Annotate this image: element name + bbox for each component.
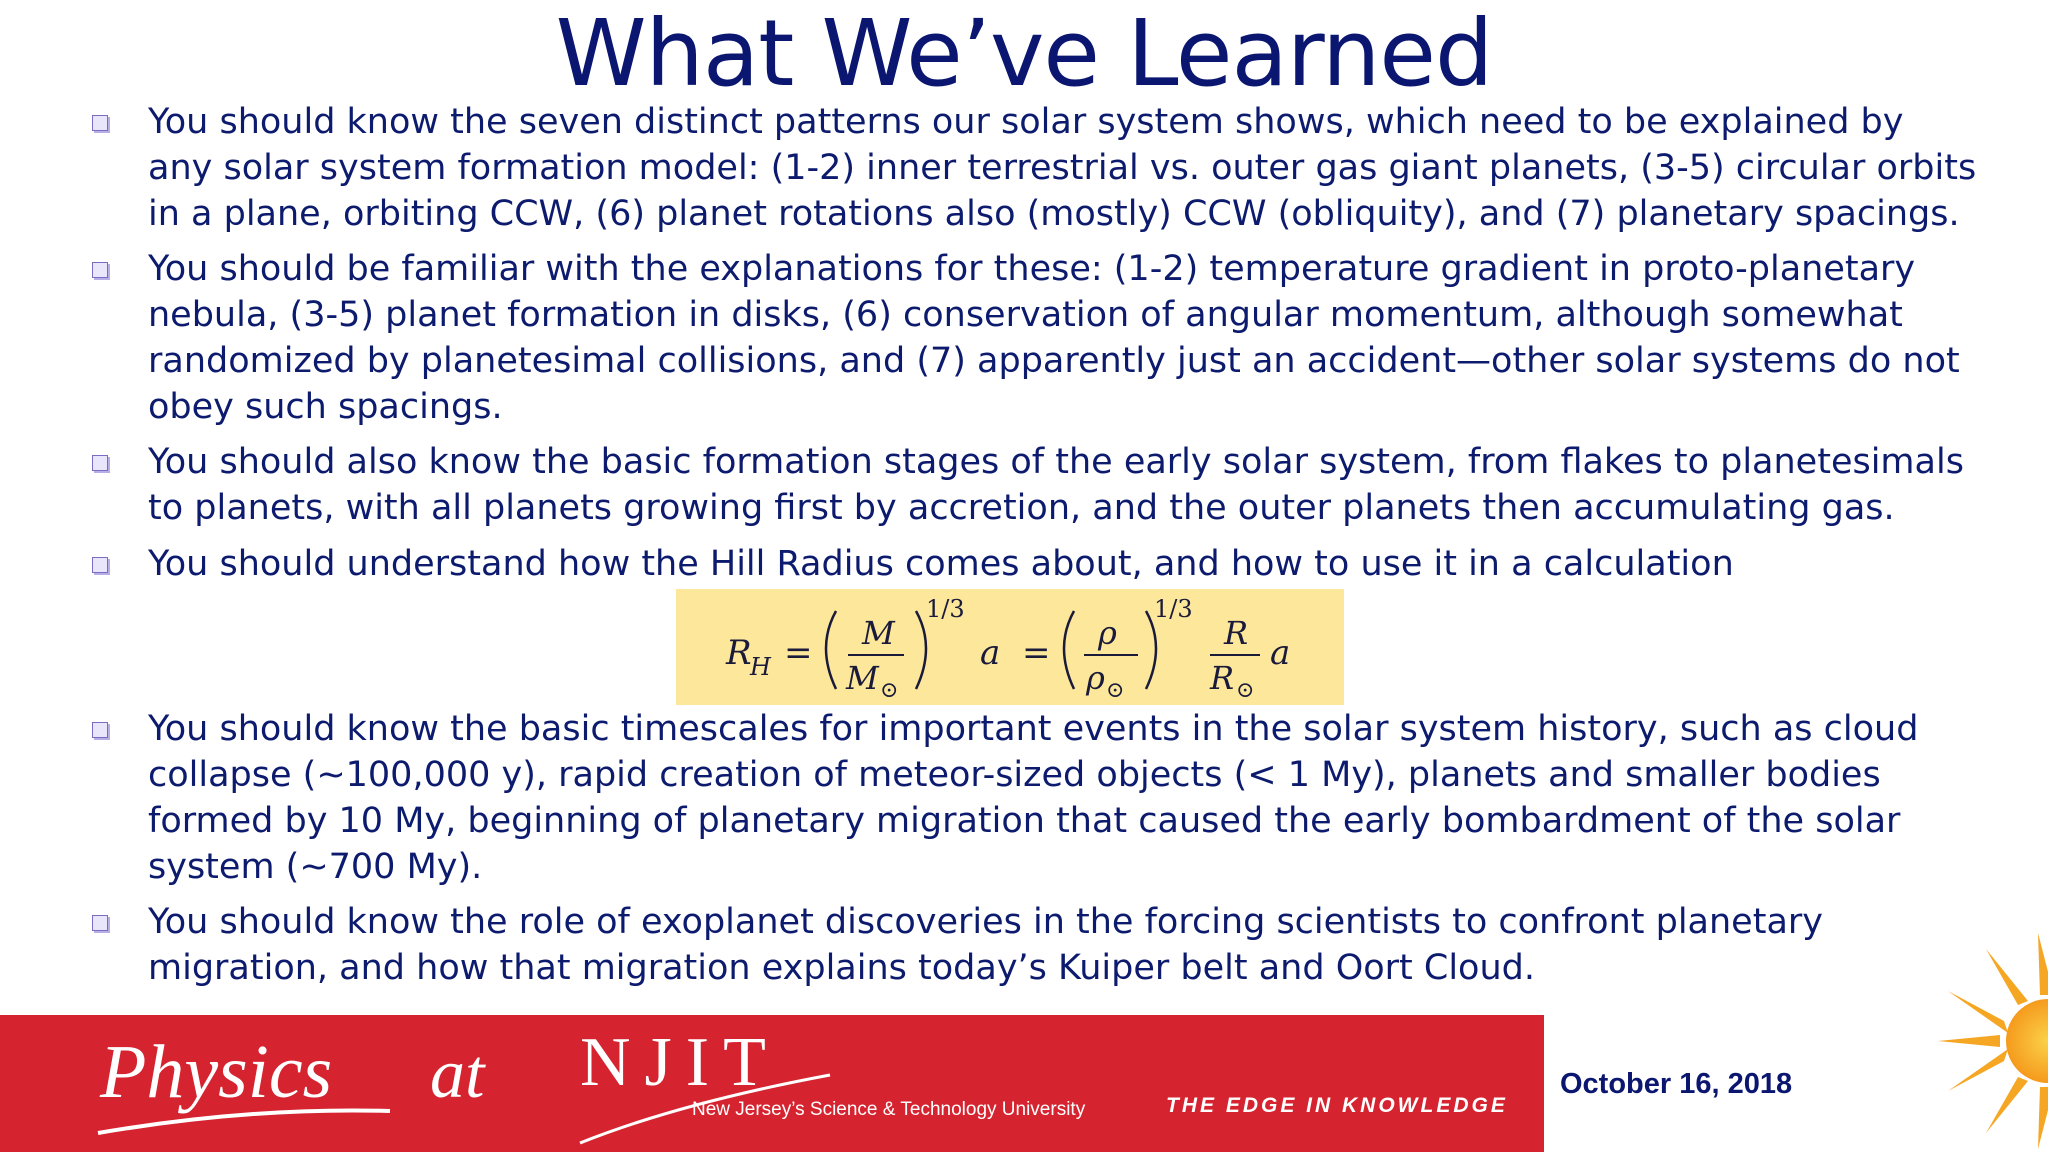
formula-lhs: R (726, 633, 752, 673)
checkbox-bullet-icon (92, 455, 108, 471)
formula-lhs-sub: H (750, 653, 771, 681)
checkbox-bullet-icon (92, 915, 108, 931)
bullet-item (148, 541, 1978, 587)
slide-date: October 16, 2018 (1560, 1068, 1793, 1100)
bullet-item (148, 246, 1978, 430)
bullet-item (148, 899, 1978, 991)
hill-radius-formula (676, 589, 1344, 705)
checkbox-bullet-icon (92, 262, 108, 278)
formula-equals-2: = (1022, 633, 1051, 673)
formula-a-2: a (1270, 633, 1291, 673)
exp-1: 1/3 (926, 595, 965, 623)
paren-left (826, 611, 836, 689)
bullet-text: You should know the basic timescales for important events in the solar system history, such as cloud collapse (~100,000 y), rapid creation of meteor-sized objects (< 1 My), planets and smaller bodies formed by 10 My, beginning of planetary migration that caused the early bombardment of the solar system (~700 My). (148, 709, 1919, 887)
checkbox-bullet-icon (92, 115, 108, 131)
bullet-text: You should know the seven distinct patterns our solar system shows, which need to be explained by any solar system formation model: (1-2) inner terrestrial vs. outer gas giant planets, (3-5) circular orbits in a plane, orbiting CCW, (6) planet rotations also (mostly) CCW (obliquity), and (7) planetary spacings. (148, 102, 1977, 234)
frac2-num: ρ (1098, 614, 1117, 652)
paren-left-2 (1064, 611, 1074, 689)
bullet-item (148, 99, 1978, 237)
bullet-item (148, 706, 1978, 890)
bullet-text: You should understand how the Hill Radius comes about, and how to use it in a calculation (148, 544, 1734, 584)
sun-sub-1: ⊙ (880, 678, 899, 703)
frac2-den: ρ (1086, 659, 1105, 697)
sun-logo-icon (1930, 930, 2048, 1152)
paren-right (916, 611, 926, 689)
frac1-num: M (862, 614, 895, 652)
bullet-text: You should know the role of exoplanet discoveries in the forcing scientists to confront planetary migration, and how that migration explains today’s Kuiper belt and Oort Cloud. (148, 902, 1823, 988)
frac3-num: R (1224, 614, 1249, 652)
bullet-item (148, 439, 1978, 531)
exp-2: 1/3 (1154, 595, 1193, 623)
frac3-den: R (1210, 659, 1235, 697)
university-text: New Jersey’s Science & Technology University (692, 1099, 1086, 1120)
njit-banner (0, 1015, 1544, 1152)
formula-a-1: a (980, 633, 1001, 673)
frac1-den: M (846, 659, 879, 697)
at-text: at (430, 1036, 485, 1113)
bullet-text: You should be familiar with the explanations for these: (1-2) temperature gradient in proto-planetary nebula, (3-5) planet formation in disks, (6) conservation of angular momentum, although somewhat randomized by planetesimal collisions, and (7) apparently just an accident—other solar systems do not obey such spacings. (148, 249, 1960, 427)
tagline-text: THE EDGE IN KNOWLEDGE (1166, 1094, 1508, 1117)
sun-sub-2: ⊙ (1106, 678, 1125, 703)
page-title: What We’ve Learned (555, 0, 1493, 107)
njit-logo-text: NJIT (580, 1024, 780, 1101)
bullet-text: You should also know the basic formation stages of the early solar system, from flakes to planetesimals to planets, with all planets growing first by accretion, and the outer planets then accumulating gas. (148, 442, 1964, 528)
checkbox-bullet-icon (92, 722, 108, 738)
checkbox-bullet-icon (92, 557, 108, 573)
formula-equals: = (784, 633, 813, 673)
physics-logo-text: Physics (100, 1030, 333, 1114)
sun-sub-3: ⊙ (1236, 678, 1255, 703)
